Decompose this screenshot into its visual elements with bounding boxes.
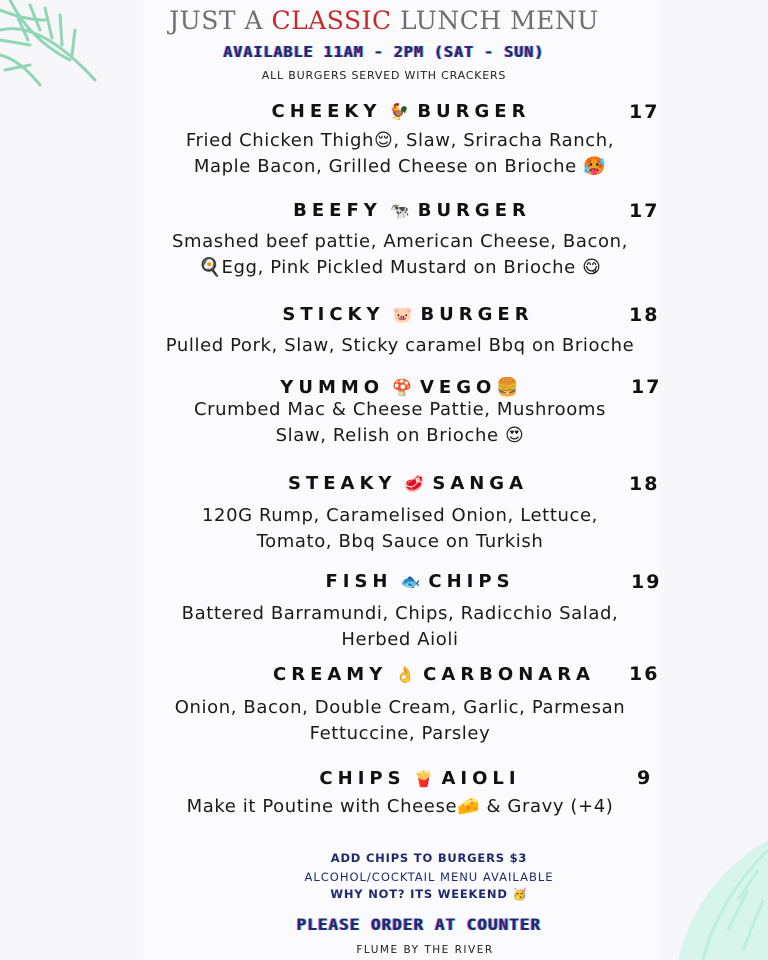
item-description: Smashed beef pattie, American Cheese, Bacon, 🍳Egg, Pink Pickled Mustard on Brioche 😋 <box>172 231 628 278</box>
item-name-beefy-burger: BEEFY 🐄 BURGER <box>293 200 531 221</box>
item-price: 9 <box>637 767 653 789</box>
item-price: 17 <box>629 200 660 222</box>
item-name-cheeky-burger: CHEEKY 🐓 BURGER <box>271 101 531 122</box>
menu-title: JUST A CLASSIC LUNCH MENU <box>169 6 599 35</box>
item-description: Pulled Pork, Slaw, Sticky caramel Bbq on Brioche <box>165 335 635 356</box>
item-description: Onion, Bacon, Double Cream, Garlic, Parmesan Fettuccine, Parsley <box>174 697 626 744</box>
availability-hours: AVAILABLE 11AM - 2PM (SAT - SUN) <box>223 43 545 61</box>
item-description: Crumbed Mac & Cheese Pattie, Mushrooms Slaw, Relish on Brioche 😍 <box>194 399 606 446</box>
weekend-note: WHY NOT? ITS WEEKEND 🥳 <box>330 887 528 901</box>
item-name-steaky-sanga: STEAKY 🥩 SANGA <box>287 473 529 494</box>
chips-addon-note: ADD CHIPS TO BURGERS $3 <box>330 851 528 865</box>
item-description: 120G Rump, Caramelised Onion, Lettuce, Tomato, Bbq Sauce on Turkish <box>201 505 599 552</box>
item-description: Make it Poutine with Cheese🧀 & Gravy (+4) <box>186 796 614 817</box>
order-at-counter: PLEASE ORDER AT COUNTER <box>296 915 542 934</box>
item-description: Fried Chicken Thigh😌, Slaw, Sriracha Ranch, Maple Bacon, Grilled Cheese on Brioche 🥵 <box>185 130 615 177</box>
item-price: 16 <box>629 663 660 685</box>
item-name-yummo-vego: YUMMO 🍄 VEGO🍔 <box>280 377 524 398</box>
item-price: 17 <box>629 101 660 123</box>
item-name-creamy-carbonara: CREAMY 👌 CARBONARA <box>273 664 595 685</box>
item-price: 17 <box>631 376 662 398</box>
item-price: 18 <box>629 304 660 326</box>
item-name-chips-aioli: CHIPS 🍟 AIOLI <box>319 768 521 789</box>
item-description: Battered Barramundi, Chips, Radicchio Salad, Herbed Aioli <box>181 603 619 650</box>
item-name-fish-chips: FISH 🐟 CHIPS <box>325 571 515 592</box>
item-price: 18 <box>629 473 660 495</box>
item-price: 19 <box>631 571 662 593</box>
alcohol-note: ALCOHOL/COCKTAIL MENU AVAILABLE <box>304 870 554 884</box>
crackers-note: ALL BURGERS SERVED WITH CRACKERS <box>261 69 507 82</box>
item-name-sticky-burger: STICKY 🐷 BURGER <box>282 304 534 325</box>
title-accent: CLASSIC <box>271 6 392 35</box>
brand-name: FLUME BY THE RIVER <box>356 944 494 956</box>
